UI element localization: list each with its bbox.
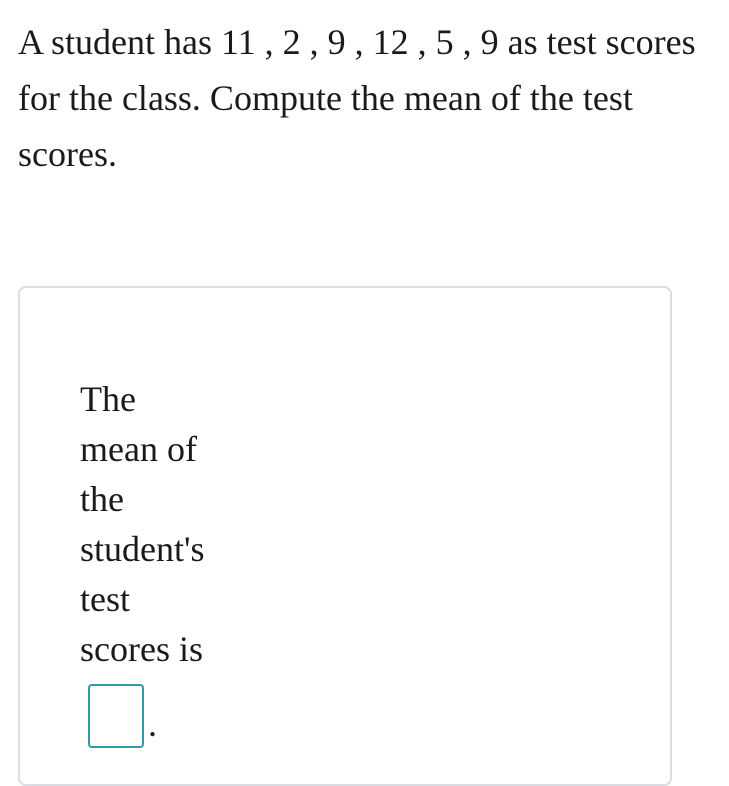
answer-input-box[interactable] (88, 684, 144, 748)
answer-prompt-line: The (80, 379, 136, 419)
answer-prompt (80, 374, 240, 674)
answer-period: . (148, 704, 157, 744)
answer-prompt-line: scores is (80, 629, 203, 669)
answer-prompt-line: the (80, 479, 124, 519)
answer-input-row (88, 678, 157, 748)
answer-prompt-line: test (80, 579, 130, 619)
answer-prompt-line: mean of (80, 429, 197, 469)
answer-prompt-line: student's (80, 529, 205, 569)
answer-card (18, 286, 672, 786)
question-text: A student has 11 , 2 , 9 , 12 , 5 , 9 as test scores for the class. Compute the mean of the test scores. (18, 22, 696, 174)
